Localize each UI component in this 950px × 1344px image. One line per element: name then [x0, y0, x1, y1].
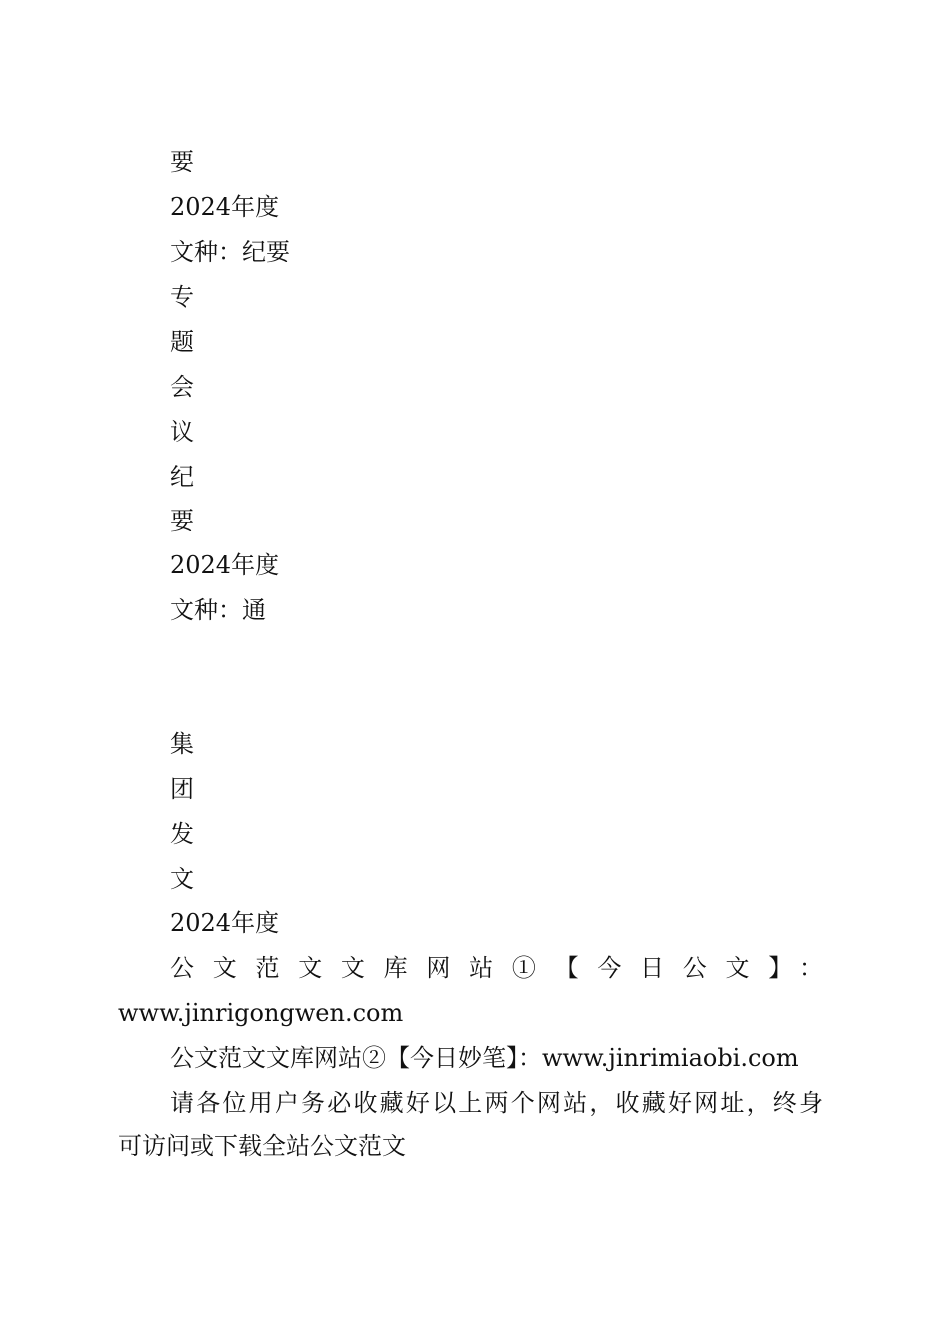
text-line-7: 议 — [170, 418, 194, 446]
text-line-9: 要 — [170, 507, 194, 535]
website-1-url[interactable]: www.jinrigongwen.com — [118, 999, 404, 1027]
text-line-8: 纪 — [170, 463, 194, 491]
notice-line-1: 请各位用户务必收藏好以上两个网站，收藏好网址，终身 — [170, 1089, 823, 1117]
text-line-2: 2024年度 — [170, 193, 280, 221]
text-line-12: 集 — [170, 730, 194, 758]
text-line-1: 要 — [170, 148, 194, 176]
text-line-6: 会 — [170, 373, 194, 401]
website-1-label: 公文范文文库网站①【今日公文】： — [170, 954, 823, 982]
notice-line-2: 可访问或下载全站公文范文 — [118, 1132, 406, 1160]
text-line-11: 文种：通 — [170, 596, 266, 624]
text-line-4: 专 — [170, 283, 194, 311]
notice-paragraph-line-1 — [118, 1081, 823, 1126]
text-line-14: 发 — [170, 820, 194, 848]
text-line-16: 2024年度 — [170, 909, 280, 937]
text-line-15: 文 — [170, 865, 194, 893]
website-2-paragraph: 公文范文文库网站②【今日妙笔】：www.jinrimiaobi.com — [170, 1044, 799, 1072]
text-line-13: 团 — [170, 775, 194, 803]
text-line-5: 题 — [170, 328, 194, 356]
text-line-10: 2024年度 — [170, 551, 280, 579]
text-line-3: 文种：纪要 — [170, 238, 290, 266]
website-1-paragraph — [118, 946, 823, 991]
